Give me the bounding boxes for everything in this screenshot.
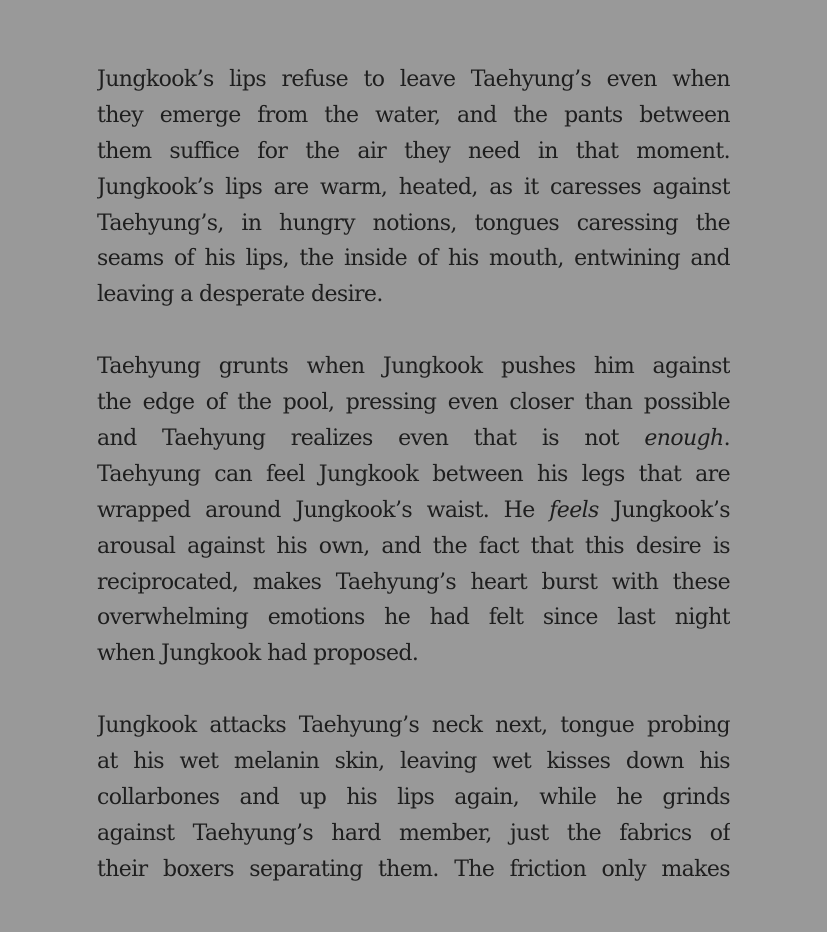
body-text: collarbones and up his lips again, while he grinds: [97, 785, 730, 811]
body-text: them suffice for the air they need in that moment.: [97, 138, 730, 164]
text-line: [97, 852, 730, 888]
text-line: [97, 134, 730, 170]
body-text: Jungkook attacks Taehyung’s neck next, tongue probing: [97, 713, 730, 739]
story-paragraph: [97, 349, 730, 672]
text-line: [97, 529, 730, 565]
body-text: overwhelming emotions he had felt since last night: [97, 605, 730, 631]
body-text: the edge of the pool, pressing even closer than possible: [97, 390, 730, 416]
body-text: at his wet melanin skin, leaving wet kisses down his: [97, 749, 730, 775]
body-text: they emerge from the water, and the pants between: [97, 102, 730, 128]
text-line: [97, 636, 730, 672]
text-line: [97, 62, 730, 98]
text-line: [97, 600, 730, 636]
body-text: leaving a desperate desire.: [97, 282, 383, 308]
text-line: [97, 565, 730, 601]
text-line: [97, 708, 730, 744]
body-text: Jungkook’s lips are warm, heated, as it caresses against: [97, 174, 730, 200]
body-text: seams of his lips, the inside of his mouth, entwining and: [97, 246, 730, 272]
text-line: [97, 421, 730, 457]
text-line: [97, 744, 730, 780]
body-text: when Jungkook had proposed.: [97, 641, 419, 667]
text-line: [97, 349, 730, 385]
body-text: against Taehyung’s hard member, just the fabrics of: [97, 820, 730, 846]
body-text: .: [723, 426, 730, 452]
body-text: their boxers separating them. The friction only makes: [97, 856, 730, 882]
text-line: [97, 277, 730, 313]
body-text: Jungkook’s lips refuse to leave Taehyung’s even when: [97, 67, 730, 92]
text-line: [97, 493, 730, 529]
body-text: reciprocated, makes Taehyung’s heart burst with these: [97, 569, 730, 595]
emphasis-text: feels: [549, 497, 599, 523]
text-line: [97, 385, 730, 421]
text-line: [97, 170, 730, 206]
story-paragraph: [97, 62, 730, 313]
body-text: arousal against his own, and the fact that this desire is: [97, 533, 730, 559]
text-line: [97, 206, 730, 242]
emphasis-text: enough: [644, 426, 724, 452]
body-text: Jungkook’s: [598, 497, 730, 523]
body-text: Taehyung’s, in hungry notions, tongues caressing the: [97, 210, 730, 236]
story-page: [97, 62, 730, 924]
body-text: wrapped around Jungkook’s waist. He: [97, 497, 550, 523]
text-line: [97, 780, 730, 816]
body-text: and Taehyung realizes even that is not: [97, 426, 645, 452]
text-line: [97, 457, 730, 493]
text-line: [97, 816, 730, 852]
text-line: [97, 241, 730, 277]
body-text: Taehyung grunts when Jungkook pushes him against: [97, 354, 730, 380]
story-paragraph: [97, 708, 730, 887]
text-line: [97, 98, 730, 134]
body-text: Taehyung can feel Jungkook between his legs that are: [97, 461, 730, 487]
